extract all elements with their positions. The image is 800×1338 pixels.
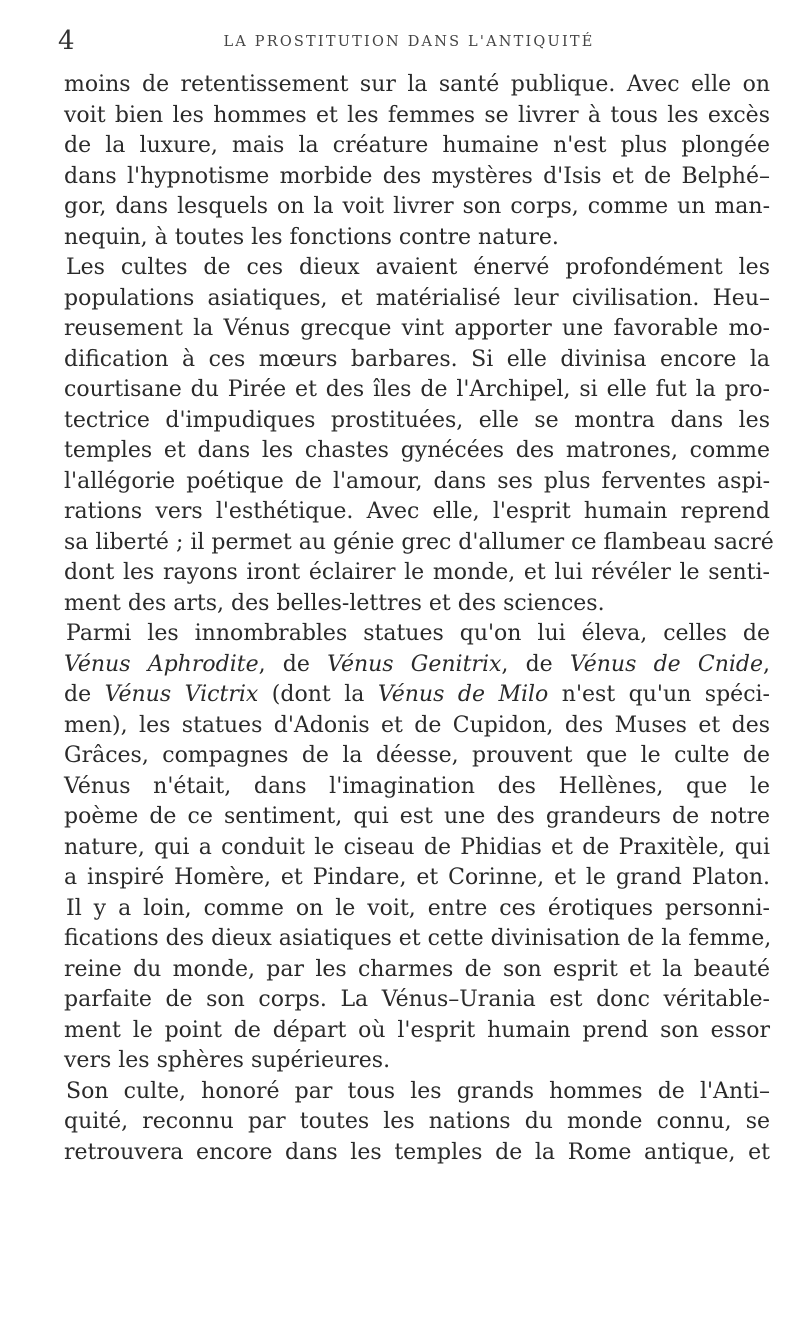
text-line [64, 436, 770, 467]
text-line [64, 528, 774, 559]
text-segment: retrouvera encore dans les temples de la Rome antique, et [64, 1139, 770, 1165]
text-segment: reine du monde, par les charmes de son esprit et la beauté [64, 956, 770, 982]
text-segment: , de [501, 651, 570, 677]
running-title: LA PROSTITUTION DANS L'ANTIQUITÉ [223, 34, 595, 50]
text-line [64, 680, 770, 711]
text-line [64, 131, 770, 162]
text-line [64, 345, 770, 376]
text-segment: , de [258, 651, 328, 677]
text-line [64, 589, 770, 620]
text-segment: quité, reconnu par toutes les nations du monde connu, se [64, 1109, 770, 1134]
text-line [64, 711, 770, 742]
text-line [64, 284, 770, 315]
text-segment: a inspiré Homère, et Pindare, et Corinne, et le grand Platon. [64, 865, 770, 890]
text-segment: men), les statues d'Adonis et de Cupidon, des Muses et des [64, 712, 770, 738]
text-line [64, 70, 770, 101]
text-line [64, 863, 770, 894]
text-segment: ment des arts, des belles-lettres et des sciences. [64, 590, 605, 616]
text-line [64, 101, 770, 132]
text-line [64, 497, 770, 528]
text-segment: nature, qui a conduit le ciseau de Phidias et de Praxitèle, qui [64, 834, 770, 860]
text-line [64, 619, 770, 650]
italic-title: Vénus de Milo [377, 682, 549, 707]
text-segment: voit bien les hommes et les femmes se livrer à tous les excès [64, 102, 770, 128]
text-segment: gor, dans lesquels on la voit livrer son corps, comme un man- [64, 194, 770, 219]
italic-title: Vénus Aphrodite [64, 651, 259, 677]
text-line [64, 406, 770, 437]
text-segment: n'est qu'un spéci- [548, 682, 770, 707]
italic-title: Vénus Genitrix [327, 651, 502, 677]
text-line [64, 192, 770, 223]
text-line [64, 772, 770, 803]
text-segment: , [763, 651, 771, 677]
text-segment: dont les rayons iront éclairer le monde, et lui révéler le senti- [64, 560, 770, 585]
text-segment: temples et dans les chastes gynécées des matrones, comme [64, 438, 770, 463]
body-text [64, 70, 774, 1168]
text-segment: (dont la [258, 682, 378, 707]
text-line [64, 1077, 770, 1108]
text-line [64, 162, 770, 193]
text-segment: rations vers l'esthétique. Avec elle, l'esprit humain reprend [64, 499, 770, 524]
italic-title: Vénus de Cnide [569, 651, 764, 677]
text-segment: ment le point de départ où l'esprit humain prend son essor [64, 1017, 770, 1043]
text-line [64, 253, 770, 284]
text-segment: Les cultes de ces dieux avaient énervé profondément les [66, 255, 770, 280]
text-line [64, 833, 770, 864]
text-segment: parfaite de son corps. La Vénus–Urania est donc véritable- [64, 987, 770, 1012]
text-line [64, 1016, 770, 1047]
text-line [64, 467, 770, 498]
page-number: 4 [58, 26, 75, 56]
text-segment: moins de retentissement sur la santé publique. Avec elle on [64, 72, 770, 97]
text-segment: Vénus n'était, dans l'imagination des Hellènes, que le [64, 773, 770, 799]
text-line [64, 1138, 770, 1169]
text-line [64, 741, 770, 772]
text-segment: sa liberté ; il permet au génie grec d'allumer ce flambeau sacré [64, 529, 774, 555]
text-line [64, 985, 770, 1016]
text-segment: populations asiatiques, et matérialisé leur civilisation. Heu– [64, 285, 770, 311]
text-segment: l'allégorie poétique de l'amour, dans ses plus ferventes aspi- [64, 468, 770, 494]
text-line [64, 924, 770, 955]
text-line [64, 314, 770, 345]
text-line [64, 223, 770, 254]
text-line [64, 894, 770, 925]
text-segment: de [64, 682, 105, 707]
text-line [64, 558, 770, 589]
text-segment: courtisane du Pirée et des îles de l'Archipel, si elle fut la pro- [64, 377, 770, 402]
text-segment: fications des dieux asiatiques et cette divinisation de la femme, [64, 926, 772, 951]
text-segment: tectrice d'impudiques prostituées, elle se montra dans les [64, 407, 770, 433]
text-segment: Grâces, compagnes de la déesse, prouvent que le culte de [64, 743, 770, 768]
text-segment: Il y a loin, comme on le voit, entre ces érotiques personni- [66, 895, 770, 921]
text-line [64, 1107, 770, 1138]
text-segment: poème de ce sentiment, qui est une des grandeurs de notre [64, 804, 770, 829]
text-segment: nequin, à toutes les fonctions contre nature. [64, 224, 559, 250]
text-segment: de la luxure, mais la créature humaine n'est plus plongée [64, 133, 770, 158]
text-segment: reusement la Vénus grecque vint apporter une favorable mo- [64, 316, 770, 341]
text-line [64, 955, 770, 986]
running-head [58, 26, 760, 56]
text-line [64, 1046, 770, 1077]
text-segment: Parmi les innombrables statues qu'on lui éleva, celles de [66, 621, 770, 646]
text-segment: dans l'hypnotisme morbide des mystères d'Isis et de Belphé– [64, 163, 770, 189]
text-line [64, 650, 770, 681]
text-line [64, 802, 770, 833]
text-segment: dification à ces mœurs barbares. Si elle divinisa encore la [64, 346, 770, 372]
text-line [64, 375, 770, 406]
text-segment: vers les sphères supérieures. [64, 1048, 391, 1073]
text-segment: Son culte, honoré par tous les grands hommes de l'Anti– [66, 1078, 770, 1104]
italic-title: Vénus Victrix [104, 682, 259, 707]
